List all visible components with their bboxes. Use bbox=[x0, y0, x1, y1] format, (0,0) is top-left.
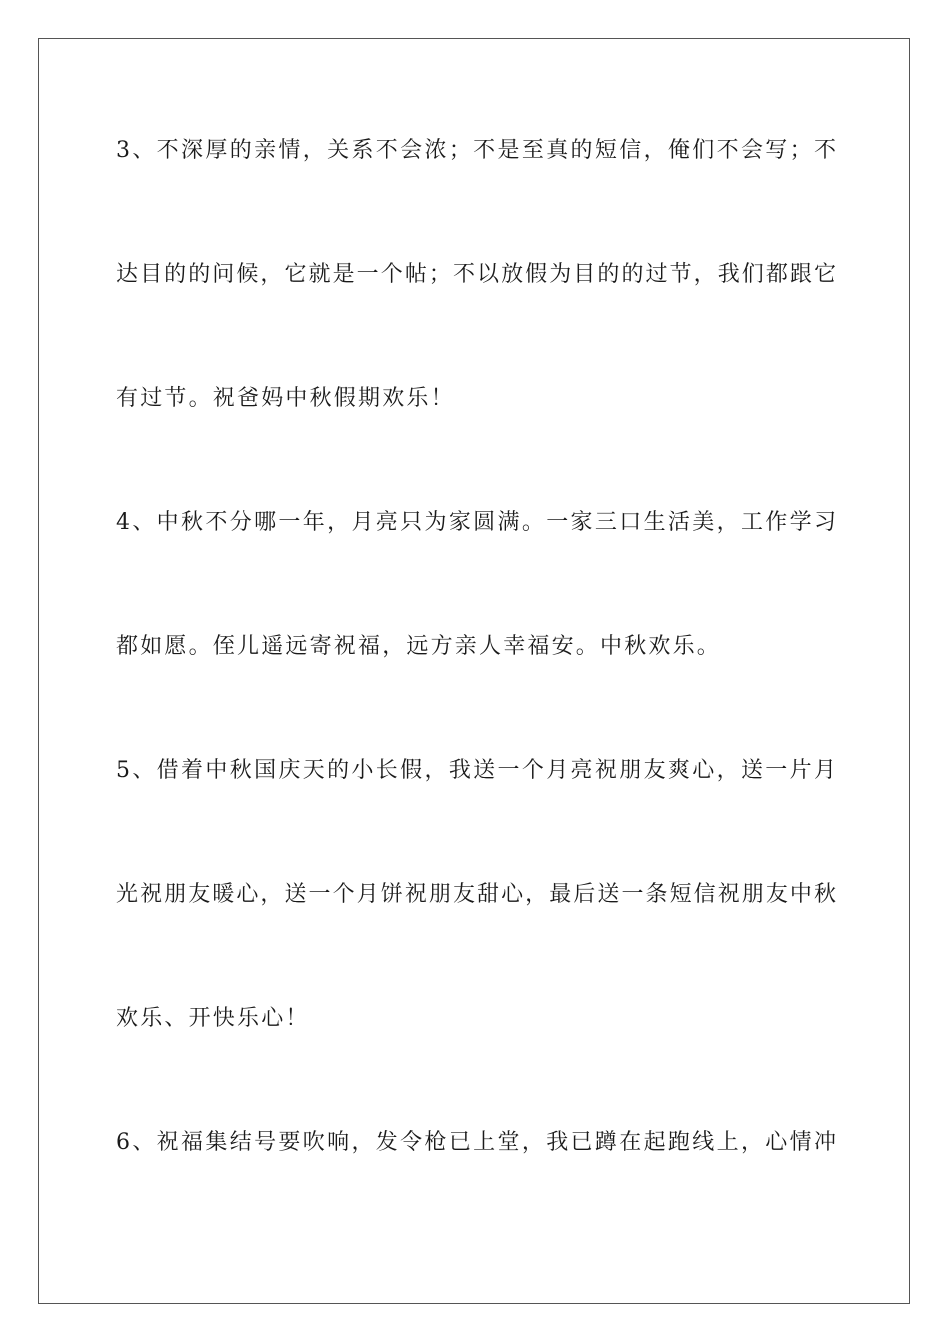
text-line: 有过节。祝爸妈中秋假期欢乐！ bbox=[116, 386, 455, 411]
text-line: 3、不深厚的亲情，关系不会浓；不是至真的短信，俺们不会写；不 bbox=[116, 138, 836, 163]
text-line: 都如愿。侄儿遥远寄祝福，远方亲人幸福安。中秋欢乐。 bbox=[116, 634, 722, 659]
text-line: 达目的的问候，它就是一个帖；不以放假为目的的过节，我们都跟它 bbox=[116, 262, 836, 287]
text-line: 欢乐、开快乐心！ bbox=[116, 1006, 310, 1031]
text-line: 4、中秋不分哪一年，月亮只为家圆满。一家三口生活美，工作学习 bbox=[116, 510, 836, 535]
text-line: 5、借着中秋国庆天的小长假，我送一个月亮祝朋友爽心，送一片月 bbox=[116, 758, 836, 783]
page-frame bbox=[38, 38, 910, 1304]
text-line: 光祝朋友暖心，送一个月饼祝朋友甜心，最后送一条短信祝朋友中秋 bbox=[116, 882, 836, 907]
text-line: 6、祝福集结号要吹响，发令枪已上堂，我已蹲在起跑线上，心情冲 bbox=[116, 1130, 836, 1155]
